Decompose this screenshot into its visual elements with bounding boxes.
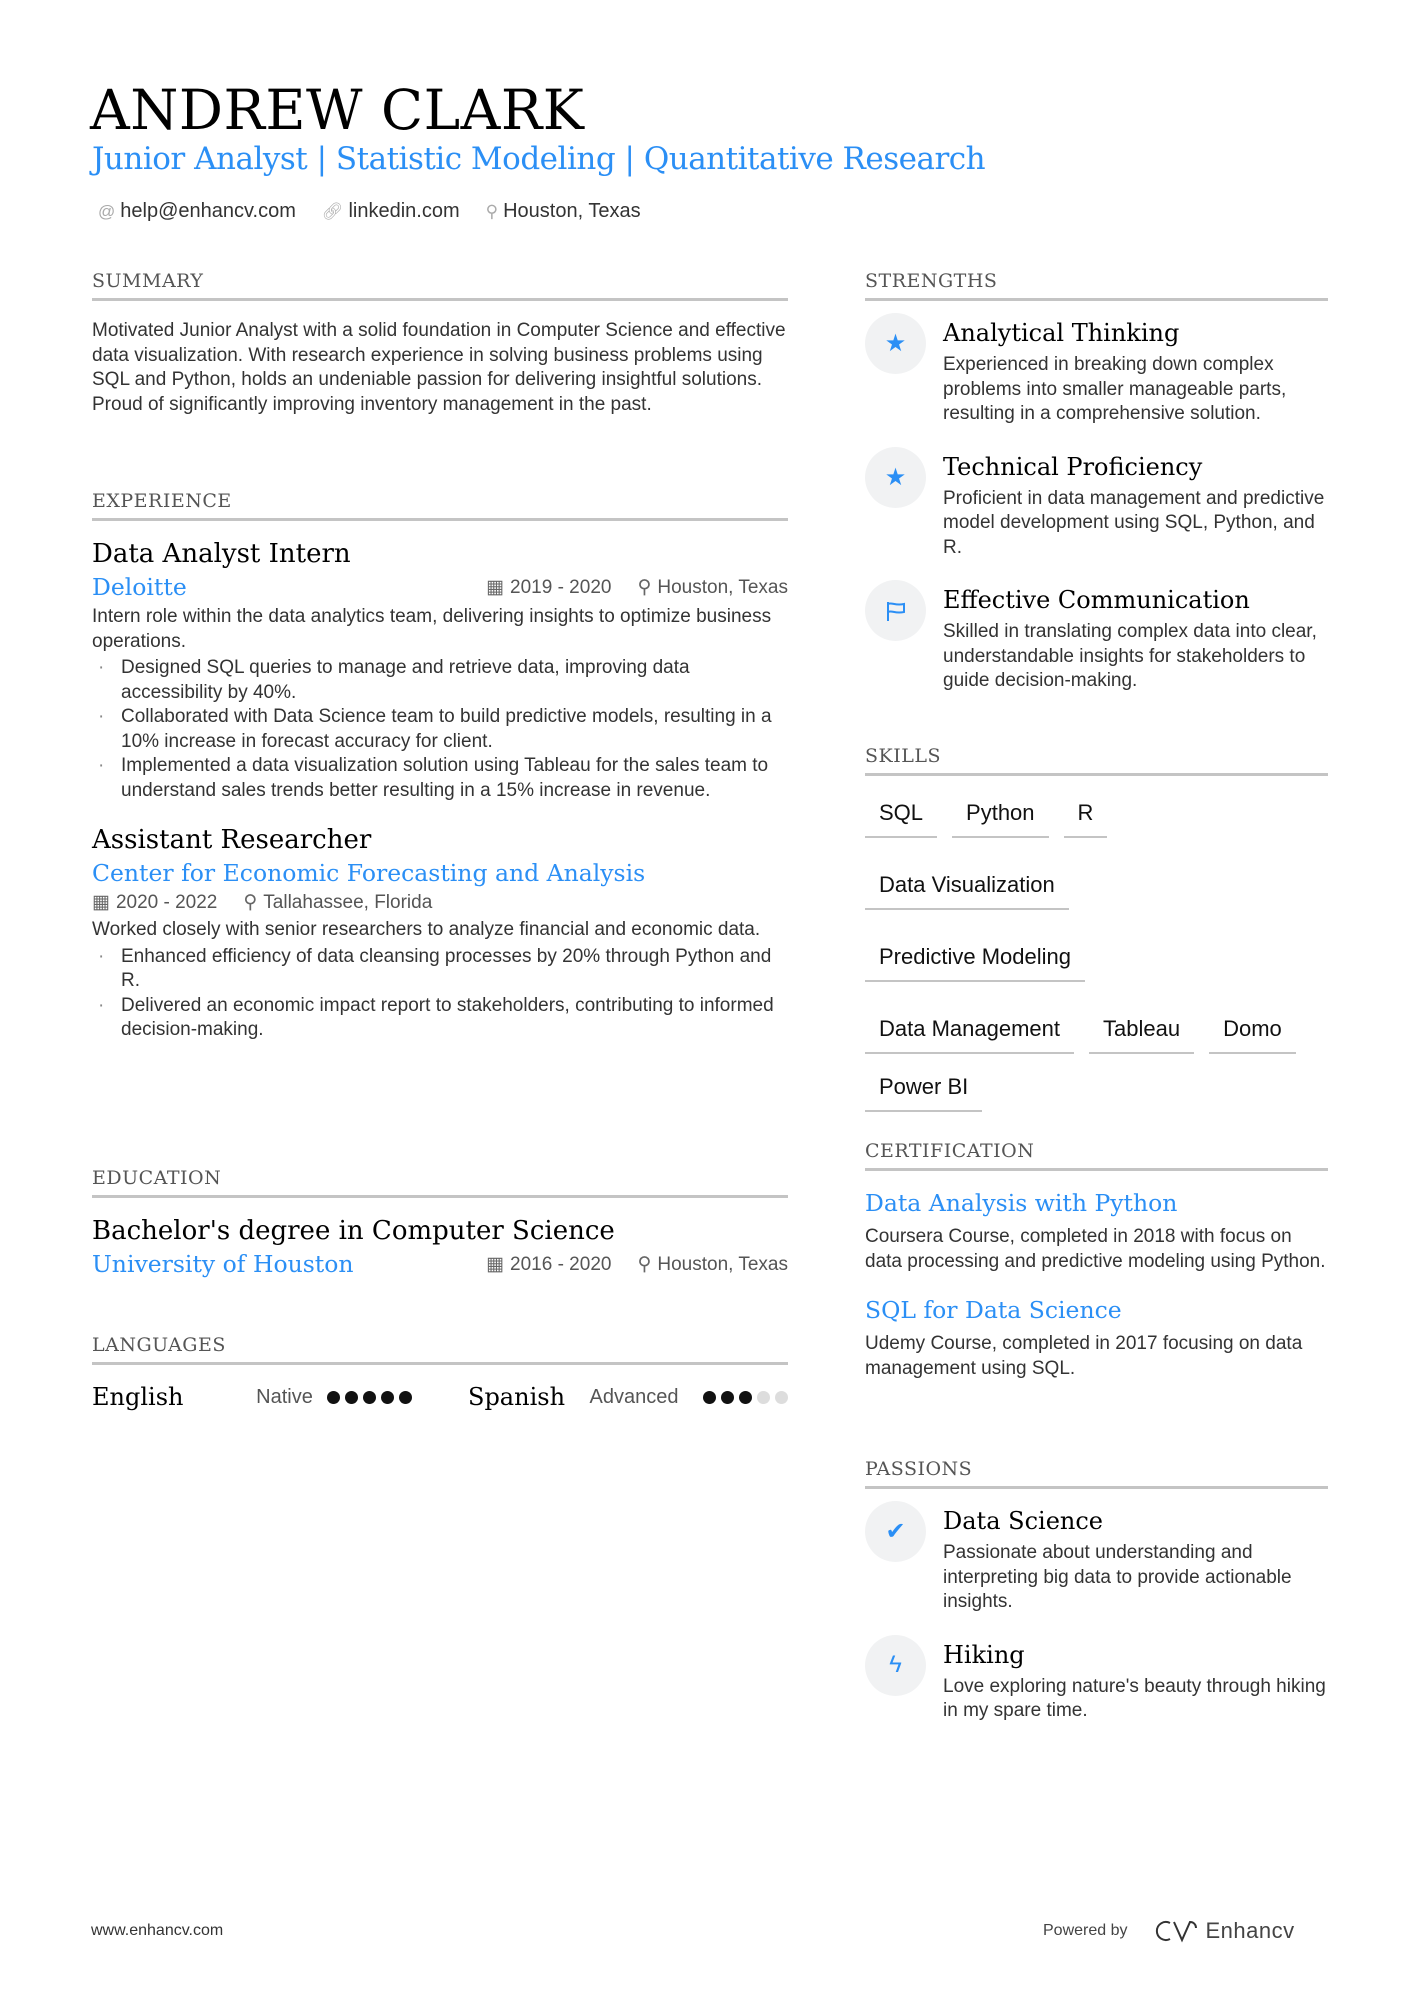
- language-name: English: [92, 1383, 184, 1411]
- job-bullet: · Enhanced efficiency of data cleansing processes by 20% through Python and R.: [92, 945, 788, 994]
- job-bullet: · Collaborated with Data Science team to build predictive models, resulting in a 10% increase in forecast accuracy for client.: [92, 705, 788, 754]
- cert-title: Data Analysis with Python: [865, 1189, 1178, 1217]
- education-section: [92, 1167, 788, 1278]
- skill-tag: Predictive Modeling: [865, 938, 1085, 982]
- candidate-title: Junior Analyst | Statistic Modeling | Quantitative Research: [92, 141, 986, 177]
- skill-tag: Data Visualization: [865, 866, 1069, 910]
- rating-dot-filled: [327, 1391, 340, 1404]
- enhancv-logo[interactable]: [1152, 1918, 1295, 1944]
- strength-title: Analytical Thinking: [943, 319, 1180, 347]
- section-title: EDUCATION: [92, 1167, 788, 1198]
- language-name: Spanish: [468, 1383, 566, 1411]
- rating-dot-filled: [703, 1391, 716, 1404]
- skill-tag: Tableau: [1089, 1010, 1194, 1054]
- location-text: Houston, Texas: [503, 200, 641, 222]
- degree: Bachelor's degree in Computer Science: [92, 1216, 615, 1246]
- summary-text: Motivated Junior Analyst with a solid foundation in Computer Science and effective data visualization. With research experience in solving business problems using SQL and Python, holds an undeniable passion for delivering insightful solutions. Proud of significantly improving inventory management in the past.: [92, 320, 786, 415]
- edu-dates: 2016 - 2020: [510, 1253, 612, 1275]
- job-entry: [92, 539, 788, 803]
- passion-title: Data Science: [943, 1507, 1103, 1535]
- linkedin-text: linkedin.com: [348, 200, 460, 222]
- job-dates: 2020 - 2022: [115, 892, 218, 913]
- job-bullet: · Delivered an economic impact report to stakeholders, contributing to informed decision-making.: [92, 994, 788, 1043]
- at-icon: @: [98, 201, 116, 221]
- language-spanish: [468, 1383, 788, 1411]
- strength-title: Technical Proficiency: [943, 452, 1203, 481]
- strengths-section: [865, 270, 1328, 720]
- job-title: Data Analyst Intern: [92, 539, 351, 569]
- cert-item: [865, 1189, 1328, 1274]
- skill-tag: Domo: [1209, 1010, 1296, 1054]
- rating-dot-filled: [381, 1391, 394, 1404]
- footer-website[interactable]: www.enhancv.com: [91, 1922, 224, 1939]
- star-icon: ★: [865, 313, 926, 374]
- section-title: PASSIONS: [865, 1458, 1328, 1489]
- footer-branding: [1043, 1918, 1295, 1944]
- certification-section: [865, 1140, 1328, 1381]
- link-icon: 🔗︎: [321, 201, 344, 221]
- contact-bar: [98, 200, 641, 223]
- strength-text: Skilled in translating complex data into clear, understandable insights for stakeholders to guide decision-making.: [943, 621, 1317, 691]
- contact-linkedin[interactable]: [322, 200, 460, 223]
- skill-tag: Power BI: [865, 1068, 982, 1112]
- edu-location: Houston, Texas: [657, 1253, 788, 1275]
- passion-title: Hiking: [943, 1640, 1025, 1669]
- strength-item: [865, 319, 1328, 427]
- skill-tag: Data Management: [865, 1010, 1074, 1054]
- job-location: Tallahassee, Florida: [263, 892, 433, 913]
- skills-section: [865, 745, 1328, 1112]
- cert-title: SQL for Data Science: [865, 1296, 1122, 1324]
- job-entry: [92, 825, 788, 1043]
- rating-dots: [327, 1391, 412, 1404]
- rating-dot-empty: [757, 1391, 770, 1404]
- job-bullet: · Designed SQL queries to manage and retrieve data, improving data accessibility by 40%.: [92, 656, 788, 705]
- check-icon: ✔: [865, 1501, 926, 1562]
- strength-title: Effective Communication: [943, 586, 1250, 614]
- experience-section: [92, 490, 788, 1043]
- job-location: Houston, Texas: [657, 576, 788, 598]
- rating-dot-filled: [721, 1391, 734, 1404]
- skill-tag: R: [1064, 794, 1108, 838]
- rating-dot-filled: [345, 1391, 358, 1404]
- language-level: Native: [256, 1385, 313, 1408]
- cert-item: [865, 1296, 1328, 1381]
- language-english: [92, 1383, 412, 1411]
- section-title: SUMMARY: [92, 270, 788, 301]
- skill-tag: SQL: [865, 794, 937, 838]
- calendar-icon: ▦: [486, 576, 505, 598]
- bolt-icon: ϟ: [865, 1635, 926, 1696]
- brand-name: Enhancv: [1205, 1918, 1295, 1943]
- rating-dot-filled: [399, 1391, 412, 1404]
- rating-dot-filled: [739, 1391, 752, 1404]
- rating-dot-empty: [775, 1391, 788, 1404]
- strength-text: Proficient in data management and predictive model development using SQL, Python, and R.: [943, 487, 1325, 558]
- strength-item: [865, 586, 1328, 694]
- passion-text: Love exploring nature's beauty through hiking in my spare time.: [943, 1675, 1326, 1721]
- job-bullet: · Implemented a data visualization solution using Tableau for the sales team to understand sales trends better resulting in a 15% increase in revenue.: [92, 754, 788, 803]
- passion-item: [865, 1507, 1328, 1615]
- location-icon: ⚲: [485, 201, 499, 221]
- languages-section: [92, 1334, 788, 1411]
- section-title: SKILLS: [865, 745, 1328, 776]
- contact-location: [486, 200, 641, 223]
- rating-dots: [703, 1391, 788, 1404]
- enhancv-logo-icon: [1152, 1918, 1198, 1944]
- job-dates: 2019 - 2020: [510, 576, 612, 598]
- summary-section: [92, 270, 788, 417]
- section-title: LANGUAGES: [92, 1334, 788, 1365]
- section-title: STRENGTHS: [865, 270, 1328, 301]
- passion-text: Passionate about understanding and interpreting big data to provide actionable insights.: [943, 1542, 1292, 1612]
- contact-email[interactable]: [98, 200, 296, 223]
- star-icon: ★: [865, 447, 926, 508]
- calendar-icon: ▦: [92, 892, 110, 913]
- cert-text: Coursera Course, completed in 2018 with focus on data processing and predictive modeling using Python.: [865, 1226, 1326, 1272]
- job-description: Intern role within the data analytics team, delivering insights to optimize business operations.: [92, 606, 772, 652]
- school-name: University of Houston: [92, 1250, 354, 1278]
- location-icon: ⚲: [637, 1253, 652, 1275]
- email-text: help@enhancv.com: [120, 200, 296, 222]
- strength-text: Experienced in breaking down complex problems into smaller manageable parts, resulting in a comprehensive solution.: [943, 354, 1287, 424]
- company-name: Center for Economic Forecasting and Analysis: [92, 859, 646, 887]
- candidate-name: ANDREW CLARK: [90, 78, 585, 142]
- skill-tag: Python: [952, 794, 1049, 838]
- company-name: Deloitte: [92, 573, 187, 601]
- cert-text: Udemy Course, completed in 2017 focusing on data management using SQL.: [865, 1333, 1303, 1379]
- passions-section: [865, 1458, 1328, 1750]
- job-title: Assistant Researcher: [92, 825, 372, 855]
- section-title: EXPERIENCE: [92, 490, 788, 521]
- passion-item: [865, 1641, 1328, 1724]
- location-icon: ⚲: [243, 892, 258, 913]
- flag-icon: [865, 580, 926, 641]
- job-description: Worked closely with senior researchers to analyze financial and economic data.: [92, 919, 761, 940]
- calendar-icon: ▦: [486, 1253, 505, 1275]
- language-level: Advanced: [589, 1385, 679, 1408]
- location-icon: ⚲: [637, 576, 652, 598]
- powered-by-label: Powered by: [1043, 1922, 1128, 1939]
- rating-dot-filled: [363, 1391, 376, 1404]
- strength-item: [865, 453, 1328, 561]
- section-title: CERTIFICATION: [865, 1140, 1328, 1171]
